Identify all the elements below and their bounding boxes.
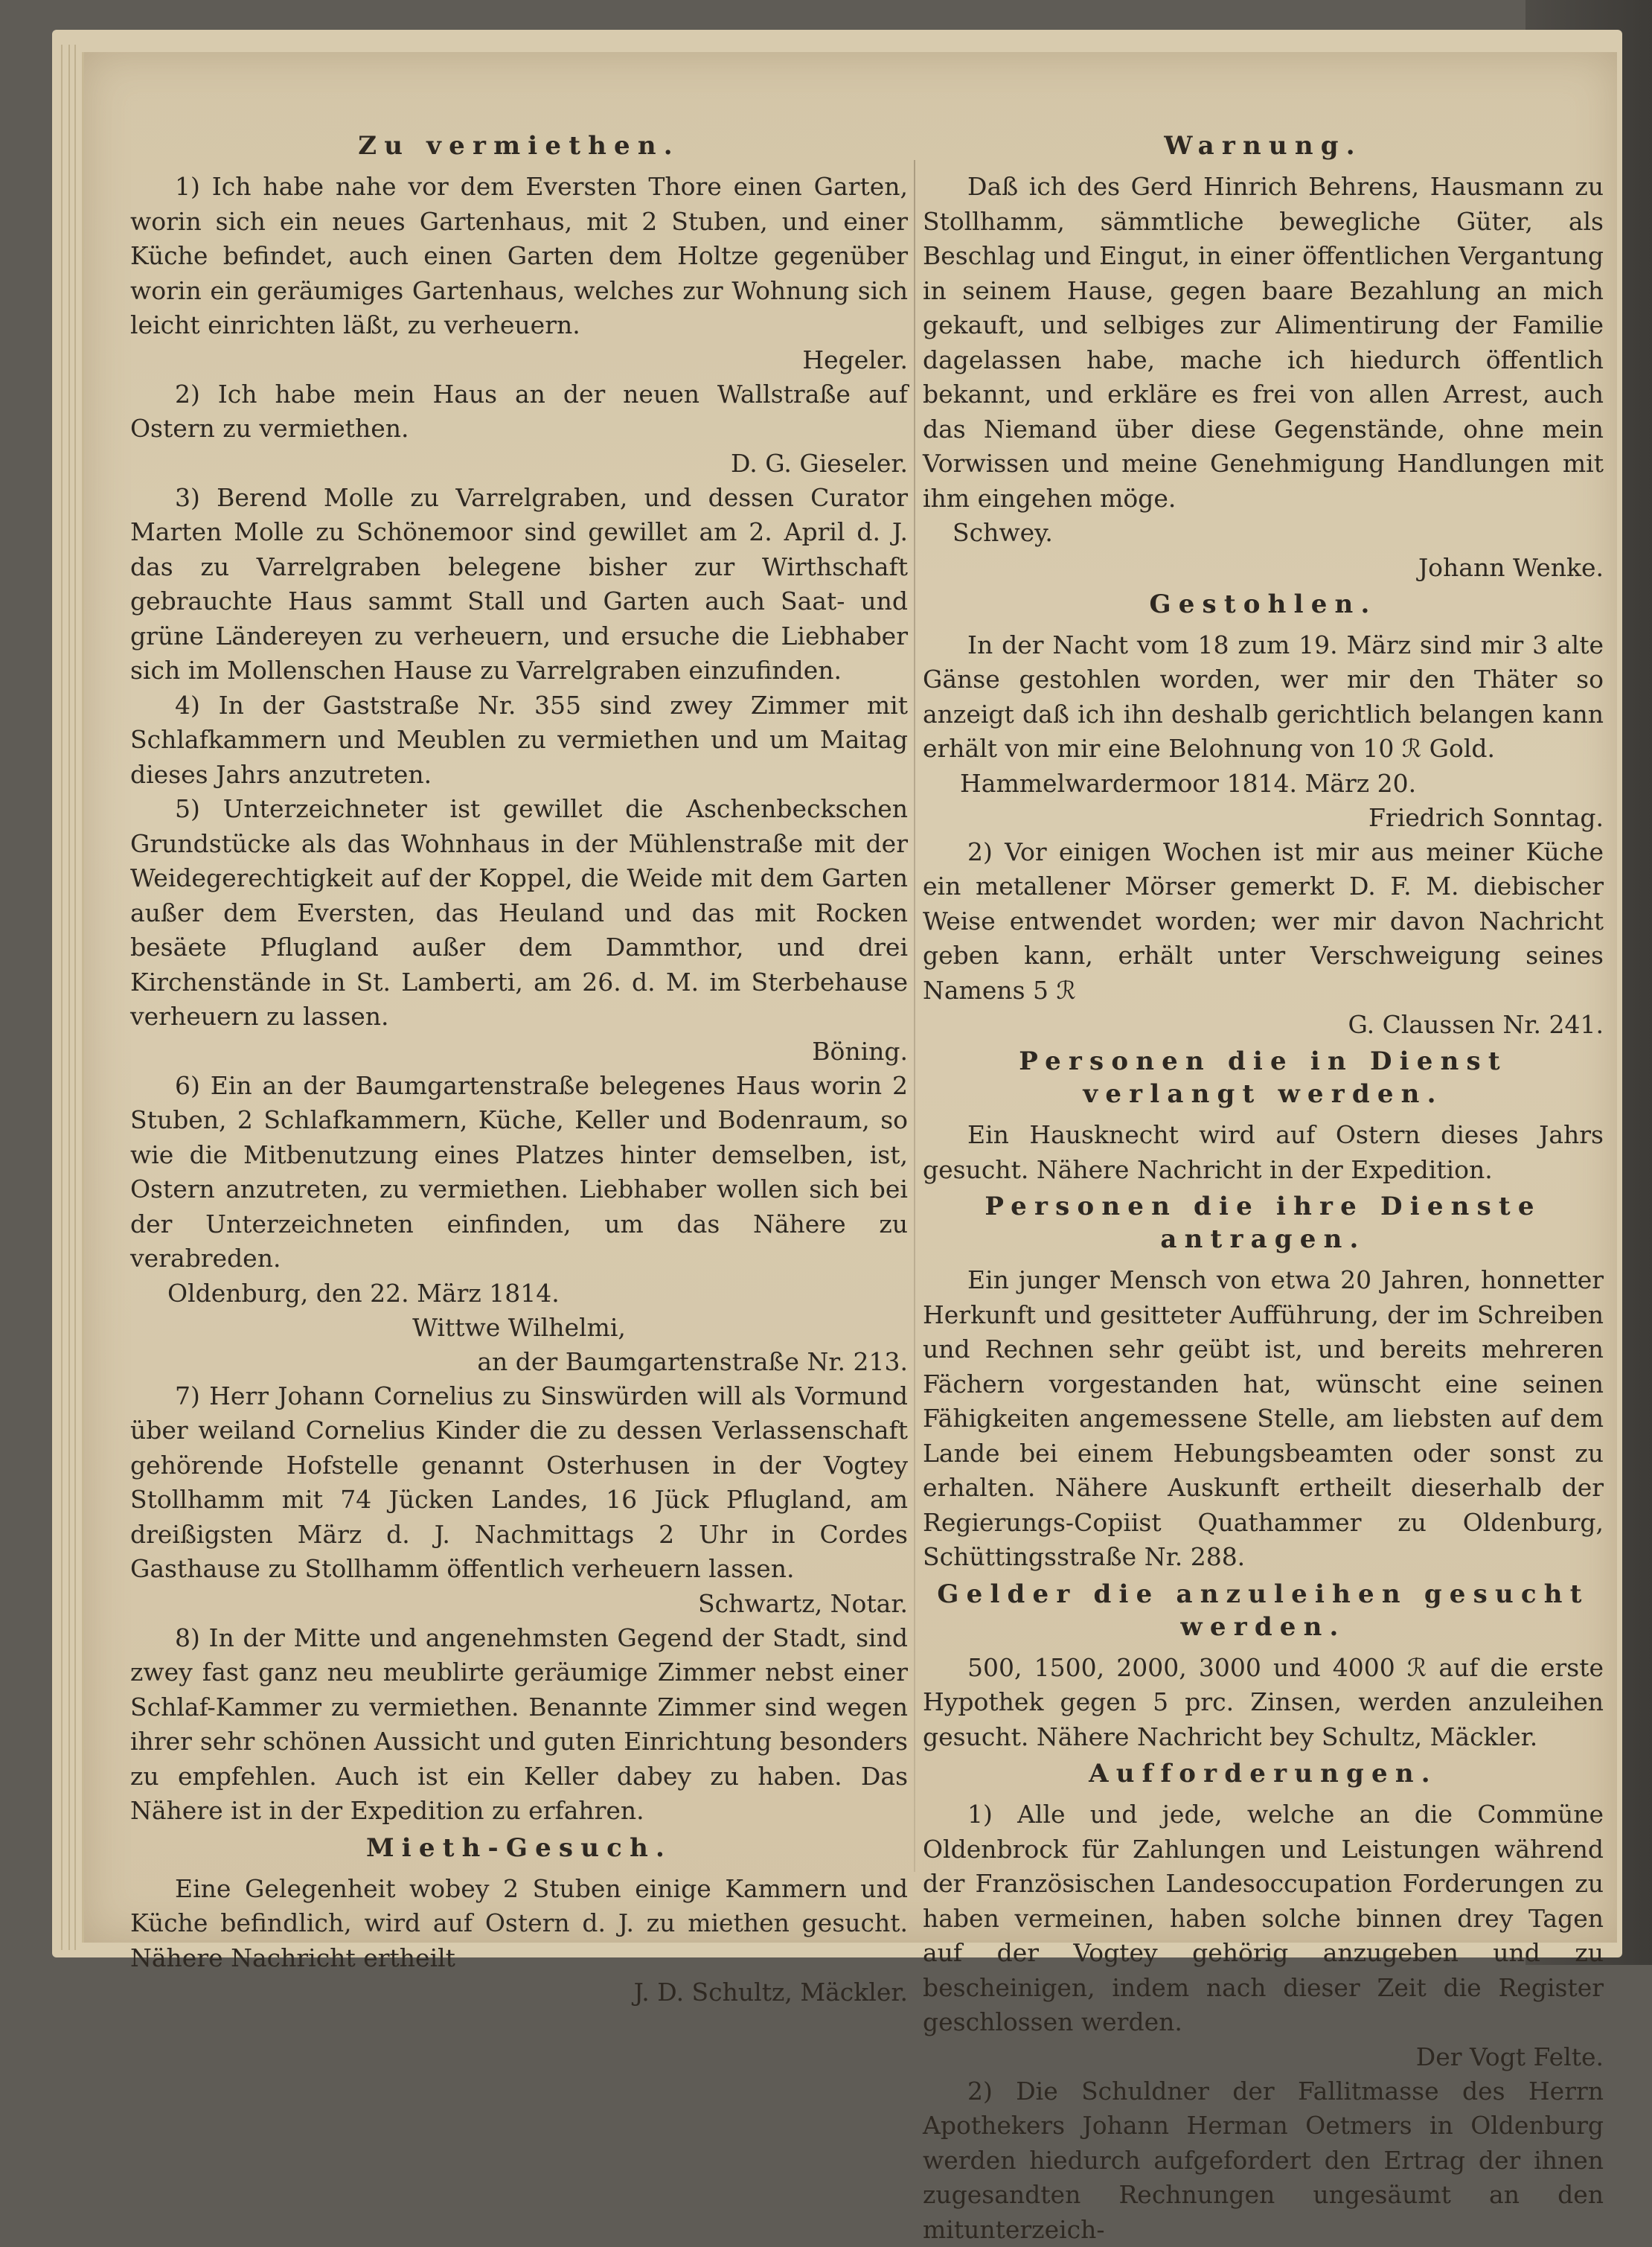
notice-text: 5) Unterzeichneter ist gewillet die Aschenbeckschen Grundstücke als das Wohnhaus in der Mühlenstraße mit der Weidegerechtigkeit auf der Koppel, die Weide mit dem Garten außer dem Eversten, das Heuland und das mit Rocken besäete Pflugland außer dem Dammthor, und drei Kirchenstände in St. Lamberti, am 26. d. M. im Sterbehause verheuern zu lassen. [130,792,908,1035]
notice-text: Ein Hausknecht wird auf Ostern dieses Jahrs gesucht. Nähere Nachricht in der Expedition. [923,1118,1604,1187]
notice-dateline: Hammelwardermoor 1814. März 20. [960,767,1604,801]
notice-text: 8) In der Mitte und angenehmsten Gegend der Stadt, sind zwey fast ganz neu meublirte geräumige Zimmer nebst einer Schlaf-Kammer zu vermiethen. Benannte Zimmer sind wegen ihrer sehr schönen Aussicht und guten Einrichtung besonders zu empfehlen. Auch ist ein Keller dabey zu haben. Das Nähere ist in der Expedition zu erfahren. [130,1621,908,1829]
section-heading-loans: Gelder die anzuleihen gesucht werden. [923,1578,1604,1643]
notice-signature: Der Vogt Felte. [923,2040,1604,2074]
section-heading-rent-wanted: Mieth-Gesuch. [130,1832,908,1864]
left-column [130,127,908,2010]
section-heading-stolen: Gestohlen. [923,588,1604,621]
notice-text: 3) Berend Molle zu Varrelgraben, und dessen Curator Marten Molle zu Schönemoor sind gewillet am 2. April d. J. das zu Varrelgraben belegene bisher zur Wirthschaft gebrauchte Haus sammt Stall und Garten auch Saat- und grüne Ländereyen zu verheuern, und ersuche die Liebhaber sich im Mollenschen Hause zu Varrelgraben einzufinden. [130,481,908,688]
notice-signature: D. G. Gieseler. [130,447,908,481]
notice-text: 6) Ein an der Baumgartenstraße belegenes Haus worin 2 Stuben, 2 Schlafkammern, Küche, Keller und Bodenraum, so wie die Mitbenutzung eines Platzes hinter demselben, ist, Ostern anzutreten, zu vermiethen. Liebhaber wollen sich bei der Unterzeichneten einfinden, um das Nähere zu verabreden. [130,1069,908,1276]
notice-text: 2) Die Schuldner der Fallitmasse des Herrn Apothekers Johann Herman Oetmers in Oldenburg werden hiedurch aufgefordert den Ertrag der ihnen zugesandten Rechnungen ungesäumt an den mitunterzeich- [923,2074,1604,2247]
notice-place: Schwey. [953,516,1604,551]
notice-text: 500, 1500, 2000, 3000 und 4000 ℛ auf die erste Hypothek gegen 5 prc. Zinsen, werden anzuleihen gesucht. Nähere Nachricht bey Schultz, Mäckler. [923,1651,1604,1755]
notice-text: 1) Ich habe nahe vor dem Eversten Thore einen Garten, worin sich ein neues Gartenhaus, mit 2 Stuben, und einer Küche befindet, auch einen Garten dem Holtze gegenüber worin ein geräumiges Gartenhaus, welches zur Wohnung sich leicht einrichten läßt, zu verheuern. [130,170,908,343]
section-heading-service-wanted: Personen die in Dienst verlangt werden. [923,1045,1604,1110]
column-divider [914,160,915,1872]
notice-text: In der Nacht vom 18 zum 19. März sind mir 3 alte Gänse gestohlen worden, wer mir den Thäter so anzeigt daß ich ihn deshalb gerichtlich belangen kann erhält von mir eine Belohnung von 10 ℛ Gold. [923,628,1604,767]
notice-text: Daß ich des Gerd Hinrich Behrens, Hausmann zu Stollhamm, sämmtliche bewegliche Güter, als Beschlag und Eingut, in einer öffentlichen Vergantung in seinem Hause, gegen baare Bezahlung an mich gekauft, und selbiges zur Alimentirung der Familie dagelassen habe, mache ich hiedurch öffentlich bekannt, und erkläre es frei von allen Arrest, auch das Niemand über diese Gegenstände, ohne mein Vorwissen und meine Genehmigung Handlungen mit ihm eingehen möge. [923,170,1604,516]
notice-signature: J. D. Schultz, Mäckler. [130,1975,908,2010]
notice-dateline: Oldenburg, den 22. März 1814. [167,1276,908,1311]
notice-signature: Friedrich Sonntag. [923,801,1604,835]
section-heading-warning: Warnung. [923,130,1604,162]
notice-text: 1) Alle und jede, welche an die Commüne Oldenbrock für Zahlungen und Leistungen während der Französischen Landesoccupation Forderungen zu haben vermeinen, haben solche binnen drey Tagen auf der Vogtey gehörig anzugeben und zu bescheinigen, indem nach dieser Zeit die Register geschlossen werden. [923,1797,1604,2040]
page-edge-line [74,45,76,1950]
notice-signature: an der Baumgartenstraße Nr. 213. [130,1345,908,1379]
notice-text: Ein junger Mensch von etwa 20 Jahren, honnetter Herkunft und gesitteter Aufführung, der im Schreiben und Rechnen sehr geübt ist, und bereits mehreren Fächern vorgestanden hat, wünscht eine seinen Fähigkeiten angemessene Stelle, am liebsten auf dem Lande bei einem Hebungsbeamten oder sonst zu erhalten. Nähere Auskunft ertheilt dieserhalb der Regierungs-Copiist Quathammer zu Oldenburg, Schüttingsstraße Nr. 288. [923,1263,1604,1575]
notice-signature: Johann Wenke. [923,551,1604,585]
notice-text: 2) Vor einigen Wochen ist mir aus meiner Küche ein metallener Mörser gemerkt D. F. M. diebischer Weise entwendet worden; wer mir davon Nachricht geben kann, erhält unter Verschweigung seines Namens 5 ℛ [923,835,1604,1009]
notice-signature: Wittwe Wilhelmi, [130,1311,908,1345]
notice-signature: Hegeler. [130,343,908,377]
notice-text: Eine Gelegenheit wobey 2 Stuben einige Kammern und Küche befindlich, wird auf Ostern d. J. zu miethen gesucht. Nähere Nachricht ertheilt [130,1872,908,1976]
page-edge-line [61,45,63,1950]
notice-signature: Böning. [130,1035,908,1069]
notice-signature: G. Claussen Nr. 241. [923,1008,1604,1042]
notice-text: 4) In der Gaststraße Nr. 355 sind zwey Zimmer mit Schlafkammern und Meublen zu vermiethen und um Maitag dieses Jahrs anzutreten. [130,688,908,793]
notice-signature: Schwartz, Notar. [130,1587,908,1621]
section-heading-to-let: Zu vermiethen. [130,130,908,162]
notice-text: 2) Ich habe mein Haus an der neuen Wallstraße auf Ostern zu vermiethen. [130,377,908,447]
page-edge-line [68,45,70,1950]
notice-text: 7) Herr Johann Cornelius zu Sinswürden will als Vormund über weiland Cornelius Kinder die zu dessen Verlassenschaft gehörende Hofstelle genannt Osterhusen in der Vogtey Stollhamm mit 74 Jücken Landes, 16 Jück Pflugland, am dreißigsten März d. J. Nachmittags 2 Uhr in Cordes Gasthause zu Stollhamm öffentlich verheuern lassen. [130,1379,908,1587]
right-column [923,127,1604,2247]
section-heading-requests: Aufforderungen. [923,1757,1604,1790]
section-heading-service-offered: Personen die ihre Dienste antragen. [923,1190,1604,1256]
